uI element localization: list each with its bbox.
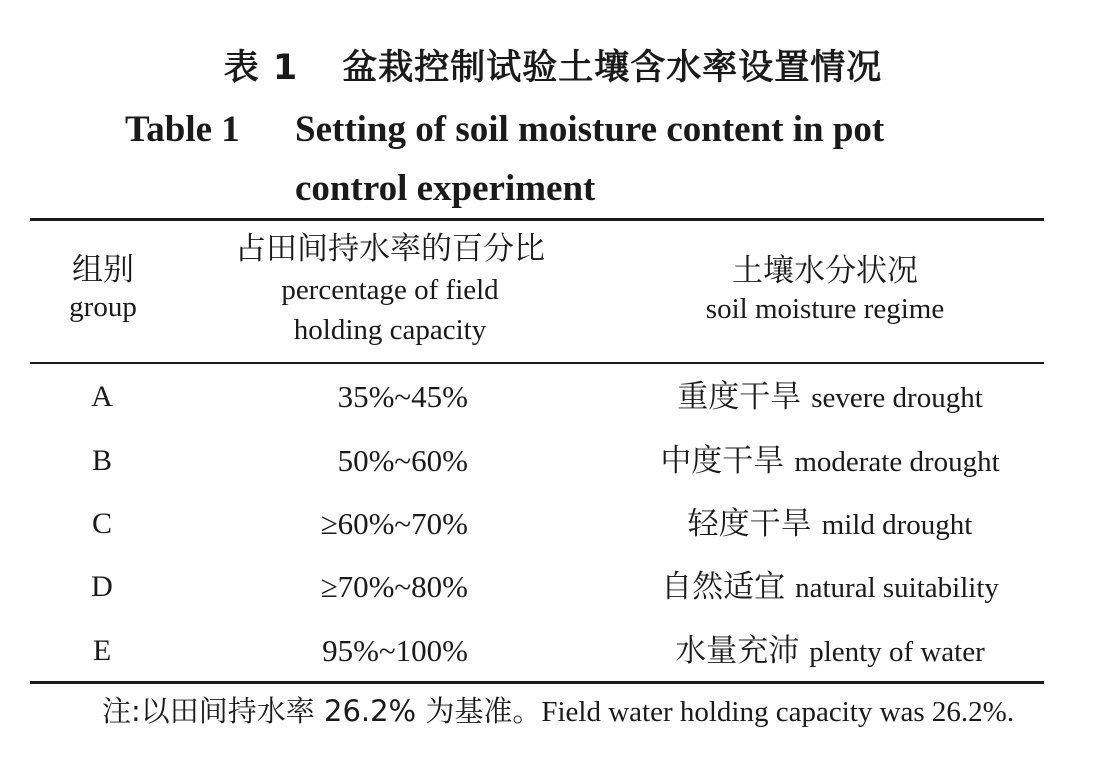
table-note-zh: 注:以田间持水率 26.2% 为基准。 xyxy=(102,694,542,728)
cell-regime xyxy=(610,441,1050,481)
cell-group: D xyxy=(91,570,113,603)
cell-percentage: ≥60%~70% xyxy=(320,506,468,541)
header-group-en: group xyxy=(69,291,137,323)
cell-regime-en: severe drought xyxy=(811,382,983,414)
cell-percentage: 95%~100% xyxy=(322,633,468,668)
header-percentage xyxy=(190,228,590,350)
header-group xyxy=(40,250,166,324)
header-group-zh: 组别 xyxy=(72,252,134,288)
cell-percentage: ≥70%~80% xyxy=(320,569,468,604)
cell-regime xyxy=(610,567,1050,607)
table-label-en: Table 1 xyxy=(125,109,240,150)
cell-group: A xyxy=(91,380,113,413)
table-title-en-line1: Setting of soil moisture content in pot xyxy=(295,109,885,150)
cell-regime-zh: 中度干旱 xyxy=(660,443,785,479)
cell-regime-zh: 重度干旱 xyxy=(677,379,802,415)
table-row xyxy=(30,504,1044,544)
cell-percentage: 50%~60% xyxy=(337,443,468,478)
table-row xyxy=(30,377,1044,417)
table-note xyxy=(30,690,1044,734)
cell-group: C xyxy=(91,507,112,540)
table-title-en xyxy=(125,100,1025,218)
cell-regime xyxy=(610,377,1050,417)
table-note-en: Field water holding capacity was 26.2%. xyxy=(541,696,1015,728)
cell-regime xyxy=(610,504,1050,544)
cell-regime-zh: 轻度干旱 xyxy=(687,506,812,542)
cell-regime-en: moderate drought xyxy=(794,446,1000,478)
table-title-zh-text: 盆栽控制试验土壤含水率设置情况 xyxy=(342,48,883,88)
table-header-rule xyxy=(30,362,1044,364)
table-row xyxy=(30,631,1044,671)
header-regime-zh: 土壤水分状况 xyxy=(732,253,918,289)
header-percentage-zh: 占田间持水率的百分比 xyxy=(235,231,545,267)
cell-percentage: 35%~45% xyxy=(337,379,468,414)
header-regime xyxy=(640,250,1010,326)
table-row xyxy=(30,441,1044,481)
table-bottom-rule xyxy=(30,681,1044,684)
table-label-zh: 表 1 xyxy=(223,48,299,88)
cell-regime-en: plenty of water xyxy=(809,636,985,668)
cell-regime-en: mild drought xyxy=(821,509,973,541)
header-percentage-en-line2: holding capacity xyxy=(293,314,487,346)
header-percentage-en-line1: percentage of field xyxy=(281,274,499,306)
cell-regime xyxy=(610,631,1050,671)
cell-regime-en: natural suitability xyxy=(795,572,999,604)
cell-group: B xyxy=(91,444,112,477)
header-regime-en: soil moisture regime xyxy=(705,293,945,325)
cell-group: E xyxy=(92,634,112,667)
cell-regime-zh: 自然适宜 xyxy=(661,569,786,605)
table-title-zh xyxy=(0,40,1106,90)
table-top-rule xyxy=(30,218,1044,221)
table-row xyxy=(30,567,1044,607)
table-title-en-line2: control experiment xyxy=(295,168,596,209)
cell-regime-zh: 水量充沛 xyxy=(675,633,800,669)
